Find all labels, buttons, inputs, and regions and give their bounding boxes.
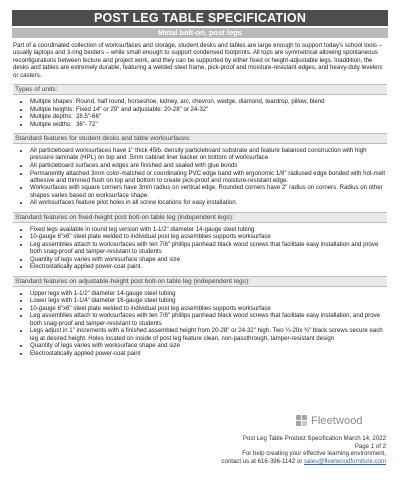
list-item: • Permanently attached 3mm color-matched or coordinating PVC edge band with ergonomic 1/8" radiused edge bonded with hot-melt adhesive and trimmed flush on top and bottom to create pick-proof and moisture-resistant edge. — [30, 170, 387, 185]
page-title: POST LEG TABLE SPECIFICATION — [12, 10, 388, 26]
unit-value: Round, half round, horseshoe, kidney, arc, chevron, wedge, diamond, teardrop, pillow, blend — [76, 98, 325, 106]
list-item — [30, 113, 387, 120]
list-item: • 10-gauge 6"x6" steel plate welded to individual post leg assemblies supports worksurface — [30, 305, 387, 312]
list-item: • Lower legs with 1-1/4" diameter 16-gauge steel tubing — [30, 297, 387, 304]
list-item: • Worksurfaces with square corners have 3mm radius on vertical edge. Rounded corners have 2" radius on corners. Radius on other shapes varies based on worksurface shape. — [30, 184, 387, 199]
adjustable-list — [13, 290, 387, 357]
fleetwood-logo — [296, 415, 363, 427]
footer-page-number: Page 1 of 2 — [354, 442, 386, 450]
list-item: • Electrostatically applied power-coat paint — [30, 350, 387, 357]
unit-key: • Multiple heights: — [30, 105, 75, 113]
section-heading-units: Types of units: — [13, 84, 387, 95]
footer-contact — [221, 458, 386, 466]
spec-content — [13, 42, 387, 357]
fixed-list — [13, 226, 387, 271]
unit-value: 36"- 72" — [76, 120, 98, 128]
section-heading-adjustable: Standard features on adjustable-height post bolt-on table leg (independent legs): — [13, 276, 387, 287]
unit-key: • Multiple depths: — [30, 113, 73, 121]
list-item: • Quantity of legs varies with worksurface shape and size — [30, 342, 387, 349]
list-item: • Upper legs with 1-1/2" diameter 14-gauge steel tubing — [30, 290, 387, 297]
footer-help-text: For help creating your effective learning environment, — [242, 450, 386, 458]
page-footer — [221, 435, 386, 465]
unit-key: • Multiple widths: — [30, 120, 72, 128]
list-item: • Fixed legs available in round leg version with 1-1/2" diameter 14-gauge steel tubing — [30, 226, 387, 233]
page-subtitle: Metal bolt-on, post legs — [12, 28, 388, 38]
unit-key: • Multiple shapes: — [30, 98, 75, 106]
list-item: • All particleboard surfaces and edges are finished and sealed with glue bonds — [30, 162, 387, 169]
list-item — [30, 121, 387, 128]
list-item — [30, 98, 387, 105]
list-item: • 10-gauge 6"x6" steel plate welded to individual post leg assemblies supports worksurface — [30, 233, 387, 240]
unit-value: Fixed 14" or 29" and adjustable: 20-28" or 24-32" — [76, 105, 209, 113]
section-heading-standard: Standard features for student desks and table worksurfaces: — [13, 133, 387, 144]
units-list — [13, 98, 387, 128]
list-item — [30, 106, 387, 113]
fleetwood-mark-icon — [296, 415, 308, 427]
footer-spec-date: Post Leg Table Product Specification March 14, 2022 — [242, 435, 386, 442]
section-heading-fixed: Standard features on fixed-height post bolt-on table leg (independent legs): — [13, 212, 387, 223]
list-item: • Quantity of legs varies with worksurface shape and size — [30, 256, 387, 263]
footer-contact-text: contact us at 616-396-1142 or — [221, 457, 304, 465]
list-item: • All worksurfaces feature pilot holes in all screw locations for easy installation. — [30, 199, 387, 206]
standard-list — [13, 147, 387, 207]
list-item: • Electrostatically applied power-coat paint. — [30, 263, 387, 270]
logo-text: Fleetwood — [311, 415, 363, 427]
intro-paragraph: Part of a coordinated collection of worksurfaces and storage, student desks and tables are large enough to support today's school tools – usually laptops and 3-ring binders – while small enough to support condensed footprints. All tops are symmetrical allowing spontaneous reconfigurations between lecture and project work, and they can be supported by either fixed or height-adjustable legs. Inaddition, the desks and tables are extremely durable, featuring a welded steel frame, pick-proof and moisture-resistant edges, and heavy-duty levelers or casters. — [13, 42, 383, 79]
list-item: • All particleboard worksurfaces have 1" thick 45lb. density particleboard substrate and feature balanced construction with high pressure laminate (HPL) on top and .5mm cabinet liner backer on bottom of worksurface — [30, 147, 387, 162]
list-item: • Legs adjust in 1" increments with a finished assembled height from 20-28" or 24-32" high. Two ¼-20x ¾" black screws secure each leg at desired height. Holes located on inside of post leg feature clean, non-passthrough, tamper-resistant design — [30, 327, 387, 342]
unit-value: 28.5"-66" — [76, 113, 101, 121]
list-item: • Leg assemblies attach to worksurfaces with ten 7/8" phillips panhead black wood screws that facilitate easy installation and prove both snag-proof and tamper-resistant to students — [30, 241, 387, 256]
email-link[interactable]: sales@fleetwoodfurniture.com — [303, 457, 386, 465]
list-item: • Leg assemblies attach to worksurfaces with ten 7/8" phillips panhead black wood screws that facilitate easy installation, and prove both snag-proof and tamper-resistant to students — [30, 312, 387, 327]
